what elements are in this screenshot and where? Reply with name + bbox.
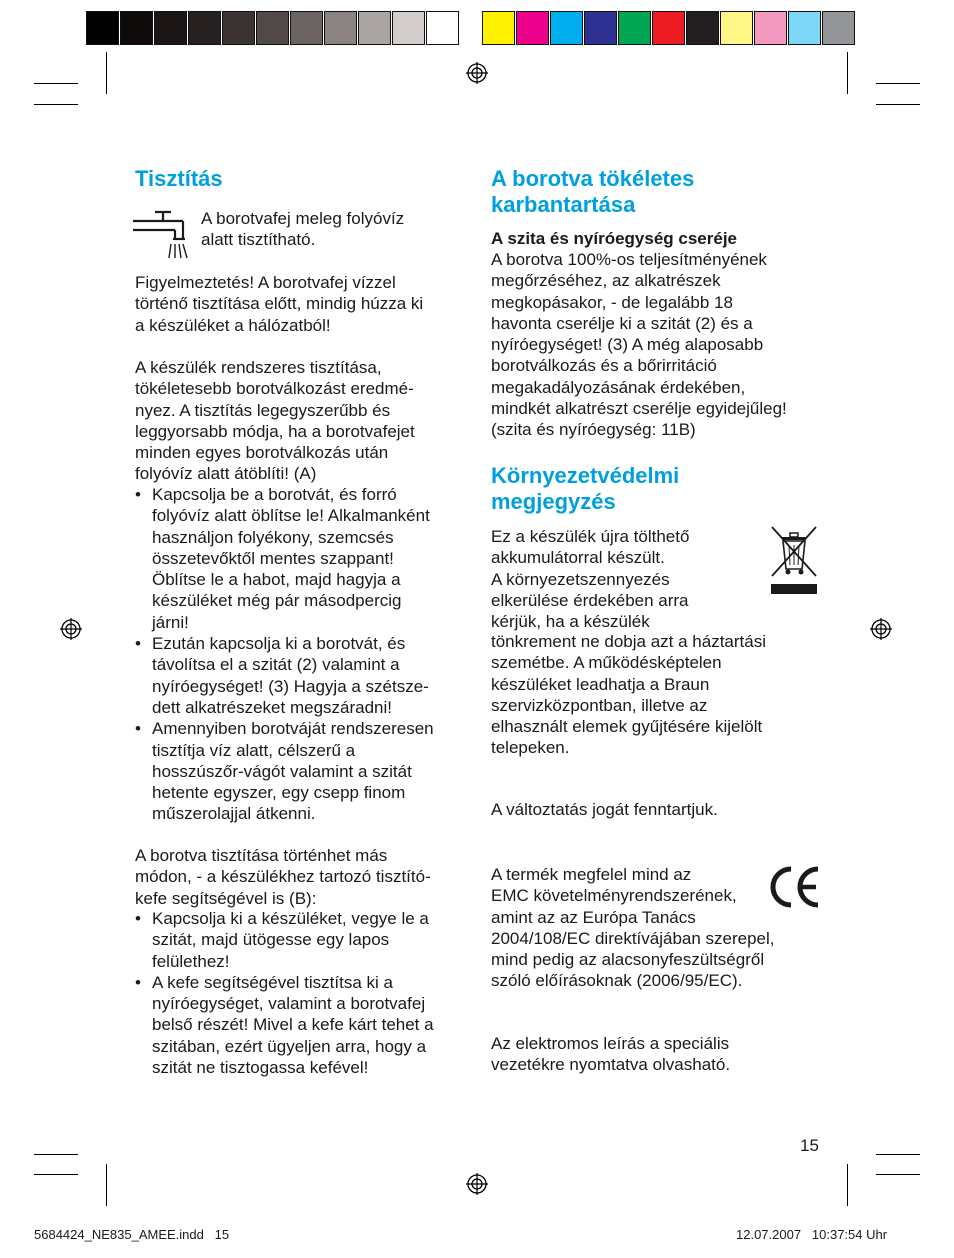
process-color-bar	[482, 11, 856, 47]
bullet: •	[135, 719, 141, 739]
color-swatch	[584, 11, 617, 45]
bullet: •	[135, 634, 141, 654]
color-swatch	[550, 11, 583, 45]
section-heading-cleaning: Tisztítás	[135, 166, 223, 191]
color-swatch	[154, 11, 187, 45]
brush-steps-list	[135, 908, 434, 1078]
list-item	[135, 972, 434, 1078]
color-swatch	[426, 11, 459, 45]
page-number: 15	[800, 1136, 819, 1155]
color-swatch	[516, 11, 549, 45]
crop-mark	[34, 1154, 78, 1155]
crop-mark	[876, 83, 920, 84]
crossed-bin-icon	[768, 524, 820, 596]
color-swatch	[618, 11, 651, 45]
warning-text: Figyelmeztetés! A borotvafej vízzel történő tisztítása előtt, mindig húzza ki a készüléket a hálózatból!	[135, 273, 424, 335]
bullet: •	[135, 972, 141, 992]
timestamp-slug: 12.07.2007 10:37:54 Uhr	[736, 1227, 888, 1242]
registration-mark-icon	[60, 618, 82, 640]
color-swatch	[324, 11, 357, 45]
color-swatch	[652, 11, 685, 45]
color-swatch	[392, 11, 425, 45]
ce-compliance-text: A termék megfelel mind az EMC követelményrendszerének, amint az az Európa Tanács 2004/108/EC direktívájában szerepel, mind pedig az alacsonyfeszültségről szóló előírásoknak (2006/95/EC).	[491, 865, 775, 991]
list-item	[135, 484, 434, 633]
cleaning-steps-list	[135, 484, 434, 825]
color-swatch	[290, 11, 323, 45]
crop-mark	[106, 52, 107, 94]
list-item	[135, 908, 434, 972]
crop-mark	[847, 1164, 848, 1206]
crop-mark	[876, 1174, 920, 1175]
wiring-note: Az elektromos leírás a speciális vezetékre nyomtatva olvasható.	[491, 1034, 731, 1075]
cleaning-intro: A készülék rendszeres tisztítása, tökéletesebb borotválkozást eredmé- nyez. A tisztítás legegyszerűbb és leggyorsabb módja, ha a borotvafejet minden egyes borotválkozás után folyóvíz alatt átöblíti! (A)	[135, 358, 415, 484]
ce-mark-icon	[768, 864, 822, 910]
environment-text-bottom: tönkrement ne dobja azt a háztartási szemétbe. A működésképtelen készüléket leadhatja a Braun szervizközpontban, illetve az elhasznált elemek gyűjtésére kijelölt telepeken.	[491, 632, 766, 758]
bullet: •	[135, 485, 141, 504]
list-item	[135, 633, 434, 718]
list-item-text: Kapcsolja ki a készüléket, vegye le a szitát, majd ütögesse egy lapos felülethez!	[152, 909, 429, 971]
replacement-text: A borotva 100%-os teljesítményének megőrzéséhez, az alkatrészek megkopásakor, - de legalább 18 havonta cserélje ki a szitát (2) és a nyíróegységet! (3) A még alaposabb borotválkozás és a bőrirritáció megakadályozásának érdekében, mindkét alkatrészt cserélje egyidejűleg! (szita és nyíróegység: 11B)	[491, 250, 787, 440]
list-item-text: Amennyiben borotváját rendszeresen tisztítja víz alatt, célszerű a hosszúszőr-vágót valamint a szitát hetente egyszer, egy csepp finom műszerolajjal átkenni.	[152, 719, 434, 824]
color-swatch	[482, 11, 515, 45]
crop-mark	[34, 83, 78, 84]
color-swatch	[256, 11, 289, 45]
color-swatch	[358, 11, 391, 45]
registration-mark-icon	[870, 618, 892, 640]
color-swatch	[120, 11, 153, 45]
color-swatch	[720, 11, 753, 45]
color-swatch	[788, 11, 821, 45]
list-item	[135, 718, 434, 824]
section-heading-maintenance: A borotva tökéletes karbantartása	[491, 166, 695, 217]
list-item-text: Kapcsolja be a borotvát, és forró folyóvíz alatt öblítse le! Alkalmanként használjon folyékony, szemcsés összetevőktől mentes szappant! Öblítse le a habot, majd hagyja a készüléket még pár másodpercig járni!	[152, 485, 430, 632]
crop-mark	[876, 104, 920, 105]
brush-intro: A borotva tisztítása történhet más módon, - a készülékhez tartozó tisztító- kefe segítségével is (B):	[135, 846, 431, 908]
color-swatch	[222, 11, 255, 45]
bullet: •	[135, 909, 141, 928]
crop-mark	[34, 1174, 78, 1175]
file-slug: 5684424_NE835_AMEE.indd 15	[34, 1227, 230, 1242]
color-swatch	[188, 11, 221, 45]
color-swatch	[686, 11, 719, 45]
crop-mark	[847, 52, 848, 94]
crop-mark	[34, 104, 78, 105]
crop-mark	[106, 1164, 107, 1206]
list-item-text: Ezután kapcsolja ki a borotvát, és távolítsa el a szitát (2) valamint a nyíróegységet! (3) Hagyja a szétsze- dett alkatrészeket megszáradni!	[152, 634, 429, 717]
registration-mark-icon	[466, 1173, 488, 1195]
crop-mark	[876, 1154, 920, 1155]
color-swatch	[754, 11, 787, 45]
color-swatch	[86, 11, 119, 45]
faucet-caption: A borotvafej meleg folyóvíz alatt tisztítható.	[201, 209, 405, 250]
registration-mark-icon	[466, 62, 488, 84]
rights-reserved-text: A változtatás jogát fenntartjuk.	[491, 800, 718, 819]
section-heading-environment: Környezetvédelmi megjegyzés	[491, 463, 680, 514]
grayscale-color-bar	[86, 11, 460, 47]
color-swatch	[822, 11, 855, 45]
faucet-icon	[133, 210, 189, 262]
environment-text-top: Ez a készülék újra tölthető akkumulátorral készült. A környezetszennyezés elkerülése érdekében arra kérjük, ha a készülék	[491, 527, 690, 632]
list-item-text: A kefe segítségével tisztítsa ki a nyíróegységet, valamint a borotvafej belső részét! Mivel a kefe kárt tehet a szitában, ezért ügyeljen arra, hogy a szitát ne tisztogassa kefével!	[152, 972, 434, 1078]
subheading-replacement: A szita és nyíróegység cseréje	[491, 229, 738, 248]
